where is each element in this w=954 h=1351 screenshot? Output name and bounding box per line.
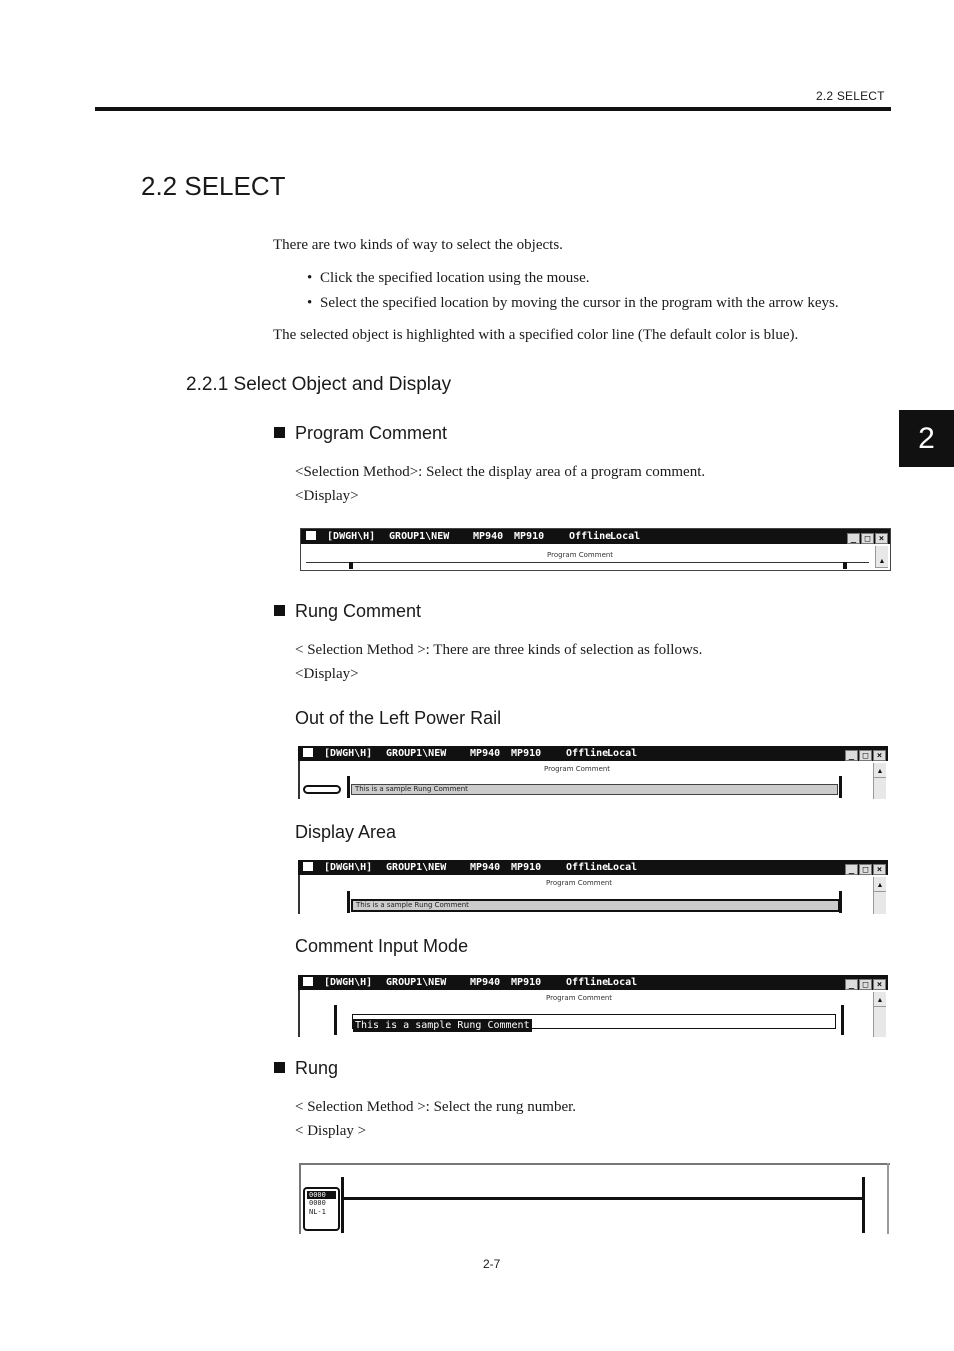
display-area-heading: Display Area	[295, 822, 397, 842]
system-menu-icon[interactable]	[303, 748, 313, 757]
scroll-up-icon[interactable]: ▲	[876, 557, 888, 568]
program-comment-heading: Program Comment	[274, 423, 447, 444]
rung-line[interactable]	[342, 1197, 864, 1200]
close-button[interactable]: ×	[873, 979, 886, 990]
intro-text: There are two kinds of way to select the objects.	[273, 237, 563, 253]
right-power-rail	[839, 891, 842, 913]
scroll-up-icon[interactable]: ▲	[874, 996, 886, 1007]
rung-step-number: 0000	[309, 1199, 326, 1207]
window-titlebar: [DWGH\H] GROUP1\NEW MP940 MP910 OfflineLocal _ □ ×	[301, 529, 890, 544]
vertical-scrollbar[interactable]	[873, 992, 886, 1037]
square-bullet-icon	[274, 1062, 285, 1073]
rung-comment-bar-selected[interactable]: This is a sample Rung Comment	[351, 899, 840, 912]
minimize-button[interactable]: _	[845, 979, 858, 990]
rung-comment-window-display-area	[298, 860, 888, 914]
window-titlebar: [DWGH\H] GROUP1\NEW MP940 MP910 OfflineLocal _ □ ×	[298, 746, 888, 761]
window-left-border	[299, 1163, 301, 1234]
vertical-scrollbar[interactable]	[873, 877, 886, 914]
program-comment-method: <Selection Method>: Select the display area of a program comment.	[295, 464, 706, 480]
bullet-item: • Select the specified location by moving the cursor in the program with the arrow keys.	[320, 295, 839, 312]
rung-heading: Rung	[274, 1058, 338, 1079]
maximize-button[interactable]: □	[859, 750, 872, 761]
minimize-button[interactable]: _	[847, 533, 860, 544]
close-button[interactable]: ×	[873, 864, 886, 875]
rung-method: < Selection Method >: Select the rung number.	[295, 1099, 577, 1115]
comment-input-text: This is a sample Rung Comment	[355, 1020, 530, 1031]
square-bullet-icon	[274, 427, 285, 438]
ruler-marker	[349, 562, 353, 569]
section-title: 2.2 SELECT	[141, 171, 286, 201]
rung-comment-bar[interactable]: This is a sample Rung Comment	[351, 784, 838, 795]
left-power-rail	[334, 1005, 337, 1035]
subsection-title: 2.2.1 Select Object and Display	[186, 374, 452, 395]
running-head: 2.2 SELECT	[816, 89, 885, 103]
right-power-rail	[839, 776, 842, 798]
page-number: 2-7	[483, 1257, 501, 1271]
rung-window	[299, 1163, 890, 1234]
header-rule	[95, 107, 891, 111]
window-left-border	[298, 875, 300, 914]
bullet-item: • Click the specified location using the mouse.	[320, 270, 590, 287]
left-power-rail	[347, 776, 350, 798]
system-menu-icon[interactable]	[303, 862, 313, 871]
maximize-button[interactable]: □	[859, 864, 872, 875]
window-top-border	[299, 1163, 890, 1165]
left-power-rail	[341, 1177, 344, 1233]
program-comment-label: Program Comment	[546, 879, 613, 887]
vertical-scrollbar[interactable]	[875, 546, 888, 568]
program-comment-label: Program Comment	[544, 765, 611, 773]
rung-comment-method: < Selection Method >: There are three kinds of selection as follows.	[295, 642, 703, 658]
comment-input-field[interactable]	[352, 1014, 836, 1029]
scroll-up-icon[interactable]: ▲	[874, 767, 886, 778]
rung-comment-window-input-mode	[298, 975, 888, 1037]
rung-number-box[interactable]	[303, 1187, 340, 1231]
selected-rung-comment-outline[interactable]	[303, 785, 341, 794]
maximize-button[interactable]: □	[861, 533, 874, 544]
window-right-border	[887, 1163, 889, 1234]
program-comment-label: Program Comment	[546, 994, 613, 1002]
square-bullet-icon	[274, 605, 285, 616]
rung-nest-level: NL-1	[309, 1208, 326, 1216]
left-power-rail	[347, 891, 350, 913]
rung-comment-window-out-of-rail	[298, 746, 888, 799]
window-left-border	[298, 990, 300, 1037]
ruler-marker	[843, 562, 847, 569]
rung-display: < Display >	[295, 1123, 367, 1139]
vertical-scrollbar[interactable]	[873, 763, 886, 799]
rung-comment-display: <Display>	[295, 666, 359, 682]
comment-input-mode-heading: Comment Input Mode	[295, 936, 469, 956]
scroll-up-icon[interactable]: ▲	[874, 881, 886, 892]
out-of-left-power-rail-heading: Out of the Left Power Rail	[295, 708, 502, 728]
chapter-tab: 2	[899, 410, 954, 467]
comment-area-border	[306, 562, 869, 563]
close-button[interactable]: ×	[875, 533, 888, 544]
minimize-button[interactable]: _	[845, 750, 858, 761]
rung-comment-heading: Rung Comment	[274, 601, 421, 622]
right-power-rail	[841, 1005, 844, 1035]
right-power-rail	[862, 1177, 865, 1233]
close-button[interactable]: ×	[873, 750, 886, 761]
window-titlebar: [DWGH\H] GROUP1\NEW MP940 MP910 OfflineLocal _ □ ×	[298, 860, 888, 875]
program-comment-window	[300, 528, 891, 571]
program-comment-label[interactable]: Program Comment	[547, 551, 614, 559]
maximize-button[interactable]: □	[859, 979, 872, 990]
system-menu-icon[interactable]	[306, 531, 316, 540]
minimize-button[interactable]: _	[845, 864, 858, 875]
system-menu-icon[interactable]	[303, 977, 313, 986]
window-titlebar: [DWGH\H] GROUP1\NEW MP940 MP910 OfflineLocal _ □ ×	[298, 975, 888, 990]
window-left-border	[298, 761, 300, 799]
rung-number-selected: 0000	[307, 1191, 336, 1199]
program-comment-display: <Display>	[295, 488, 359, 504]
highlight-note: The selected object is highlighted with a specified color line (The default color is blue).	[273, 327, 799, 343]
